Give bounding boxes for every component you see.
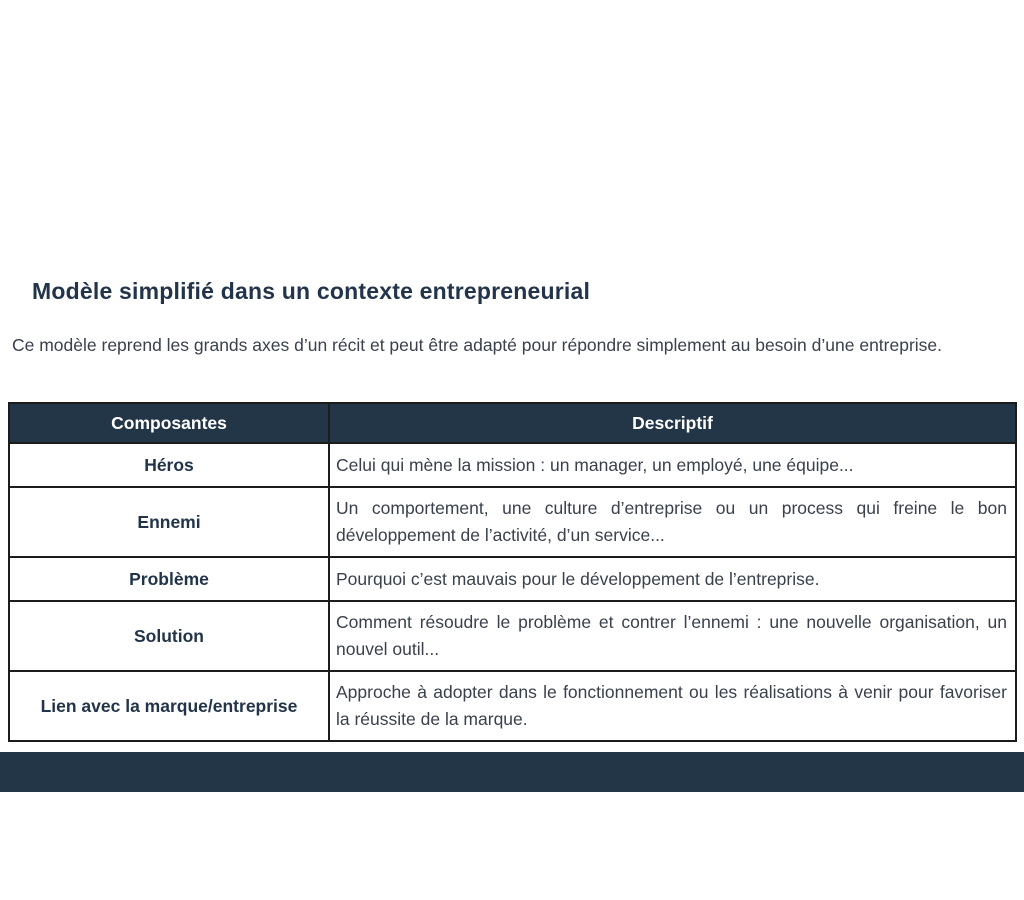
table-row xyxy=(9,601,1016,671)
intro-paragraph: Ce modèle reprend les grands axes d’un récit et peut être adapté pour répondre simplement au besoin d’une entreprise. xyxy=(12,335,943,355)
footer-bar xyxy=(0,752,1024,792)
component-cell: Ennemi xyxy=(9,487,329,557)
table-row xyxy=(9,443,1016,487)
model-table xyxy=(8,402,1017,742)
table-row xyxy=(9,671,1016,741)
column-header-components: Composantes xyxy=(9,403,329,443)
component-cell: Lien avec la marque/entreprise xyxy=(9,671,329,741)
component-cell: Héros xyxy=(9,443,329,487)
table-row xyxy=(9,487,1016,557)
description-cell: Un comportement, une culture d’entreprise ou un process qui freine le bon développement de l’activité, d’un service... xyxy=(329,487,1016,557)
description-cell: Pourquoi c’est mauvais pour le développement de l’entreprise. xyxy=(329,557,1016,601)
table-header-row xyxy=(9,403,1016,443)
component-cell: Solution xyxy=(9,601,329,671)
description-cell: Comment résoudre le problème et contrer l’ennemi : une nouvelle organisation, un nouvel outil... xyxy=(329,601,1016,671)
description-cell: Celui qui mène la mission : un manager, un employé, une équipe... xyxy=(329,443,1016,487)
table-row xyxy=(9,557,1016,601)
page-title: Modèle simplifié dans un contexte entrepreneurial xyxy=(32,278,591,304)
column-header-description: Descriptif xyxy=(329,403,1016,443)
component-cell: Problème xyxy=(9,557,329,601)
description-cell: Approche à adopter dans le fonctionnement ou les réalisations à venir pour favoriser la réussite de la marque. xyxy=(329,671,1016,741)
